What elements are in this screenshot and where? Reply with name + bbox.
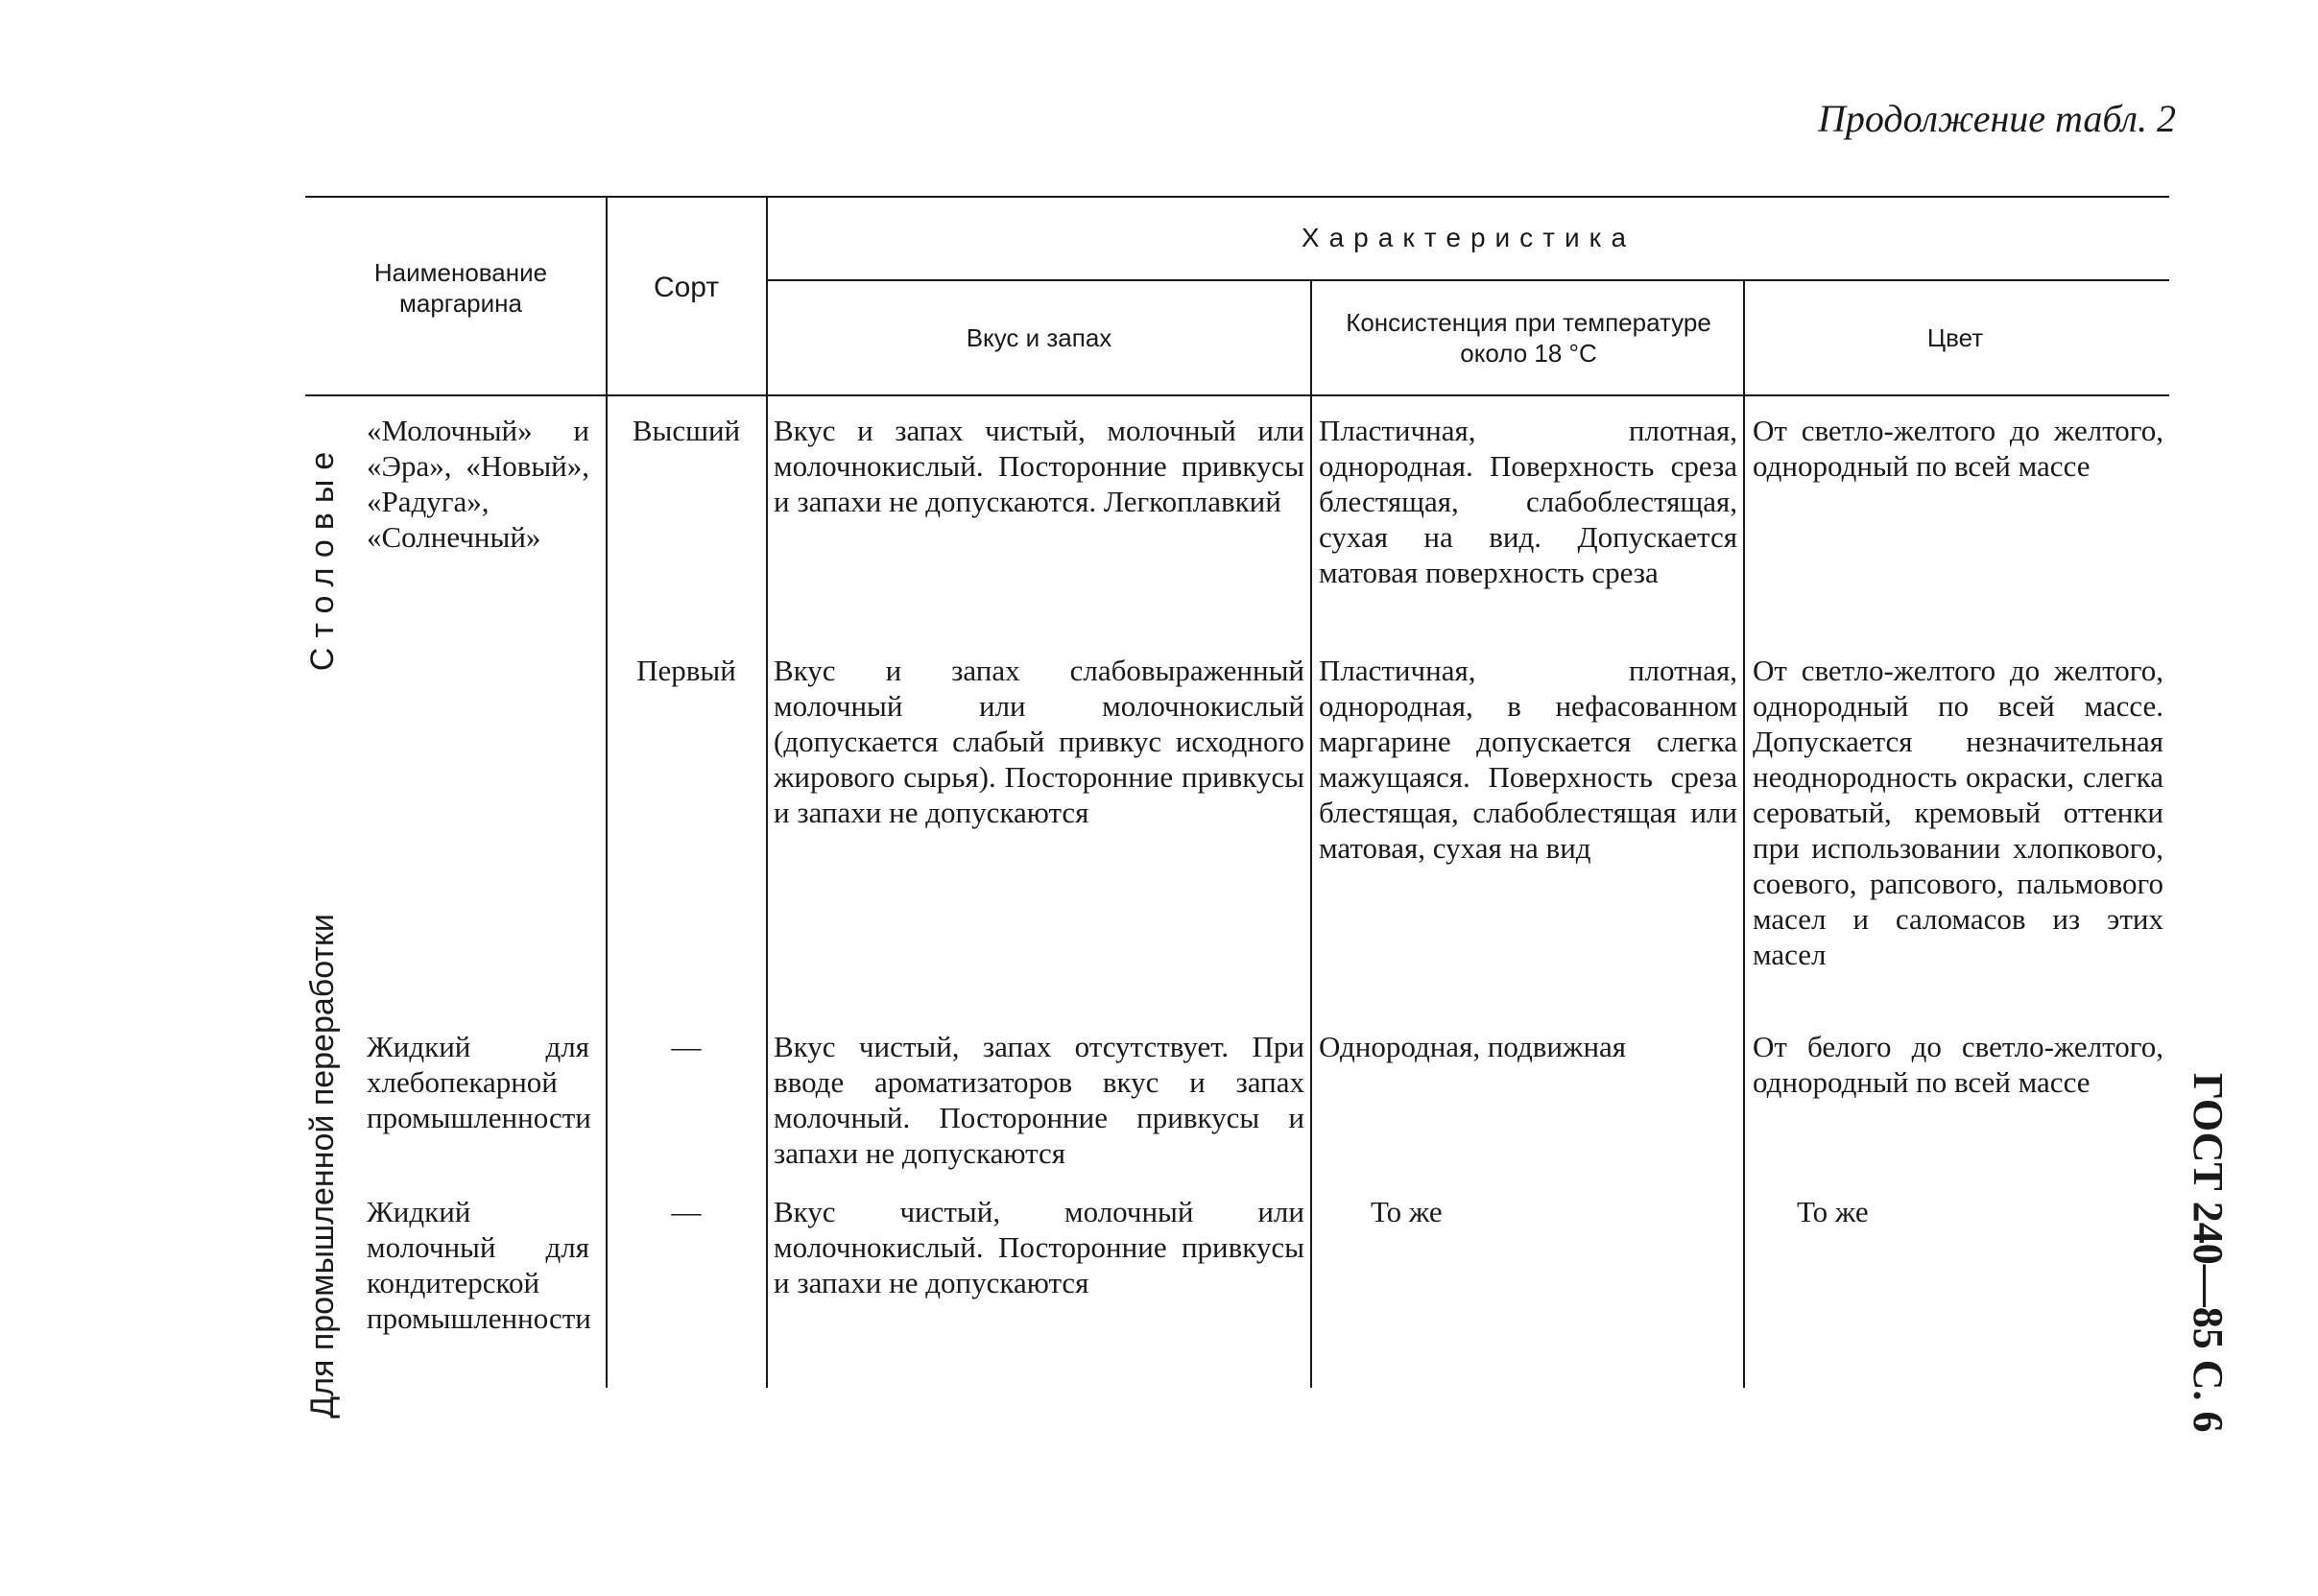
rule-grade-taste — [766, 196, 768, 1388]
header-grade: Сорт — [653, 272, 720, 303]
cell-color: От светло-желтого до желтого, однородный по всей массе — [1753, 414, 2163, 483]
characteristic-rule — [768, 279, 2169, 281]
rule-taste-consistency — [1310, 279, 1312, 1388]
cell-taste: Вкус чистый, запах отсутствует. При вводе ароматизаторов вкус и запах молочный. Посторонние привкусы и запахи не допускаются — [774, 1030, 1304, 1170]
cell-grade: — — [671, 1030, 702, 1063]
header-name: Наименование маргарина — [373, 258, 548, 318]
cell-name: Жидкий молочный для кондитерской промышленности — [367, 1195, 591, 1335]
cell-consistency: Пластичная, плотная, однородная, в нефасованном маргарине допускается слегка мажущаяся. Поверхность среза блестящая, слабоблестящая или матовая, сухая на вид — [1319, 654, 1737, 865]
group-label-industrial: Для промышленной переработки — [304, 914, 341, 1418]
rule-consistency-color — [1743, 279, 1745, 1388]
cell-consistency: То же — [1371, 1195, 1443, 1228]
header-characteristic: Характеристика — [1301, 223, 1637, 252]
cell-color: От белого до светло-желтого, однородный по всей массе — [1753, 1030, 2163, 1099]
cell-taste: Вкус и запах слабовыраженный молочный или молочнокислый (допускается слабый привкус исходного жирового сырья). Посторонние привкусы и запахи не допускаются — [774, 654, 1304, 829]
cell-taste: Вкус чистый, молочный или молочнокислый. Посторонние привкусы и запахи не допускаются — [774, 1195, 1304, 1299]
group-label-table: Столовые — [304, 441, 341, 672]
header-consistency: Консистенция при температуре около 18 °С — [1346, 308, 1711, 368]
table-top-rule — [305, 196, 2169, 198]
table-caption: Продолжение табл. 2 — [1817, 97, 2176, 140]
cell-grade: — — [671, 1195, 702, 1228]
cell-consistency: Однородная, подвижная — [1319, 1030, 1627, 1063]
cell-color: От светло-желтого до желтого, однородный по всей массе. Допускается незначительная неоднородность окраски, слегка сероватый, кремовый оттенки при использовании хлопкового, соевого, рапсового, пальмового масел и саломасов из этих масел — [1753, 654, 2163, 971]
rule-name-grade — [606, 196, 608, 1388]
standard-page-label: ГОСТ 240—85 С. 6 — [2185, 1073, 2232, 1433]
header-bottom-rule — [305, 394, 2169, 396]
cell-name: «Молочный» и «Эра», «Новый», «Радуга», «Солнечный» — [367, 414, 589, 554]
cell-consistency: Пластичная, плотная, однородная. Поверхность среза блестящая, слабоблестящая, сухая на вид. Допускается матовая поверхность среза — [1319, 414, 1737, 589]
cell-grade: Первый — [636, 654, 736, 687]
header-taste: Вкус и запах — [966, 323, 1112, 352]
cell-name: Жидкий для хлебопекарной промышленности — [367, 1030, 591, 1134]
cell-color: То же — [1797, 1195, 1869, 1228]
cell-grade: Высший — [632, 414, 741, 447]
cell-taste: Вкус и запах чистый, молочный или молочнокислый. Посторонние привкусы и запахи не допускаются. Легкоплавкий — [774, 414, 1304, 518]
header-color: Цвет — [1926, 323, 1984, 352]
